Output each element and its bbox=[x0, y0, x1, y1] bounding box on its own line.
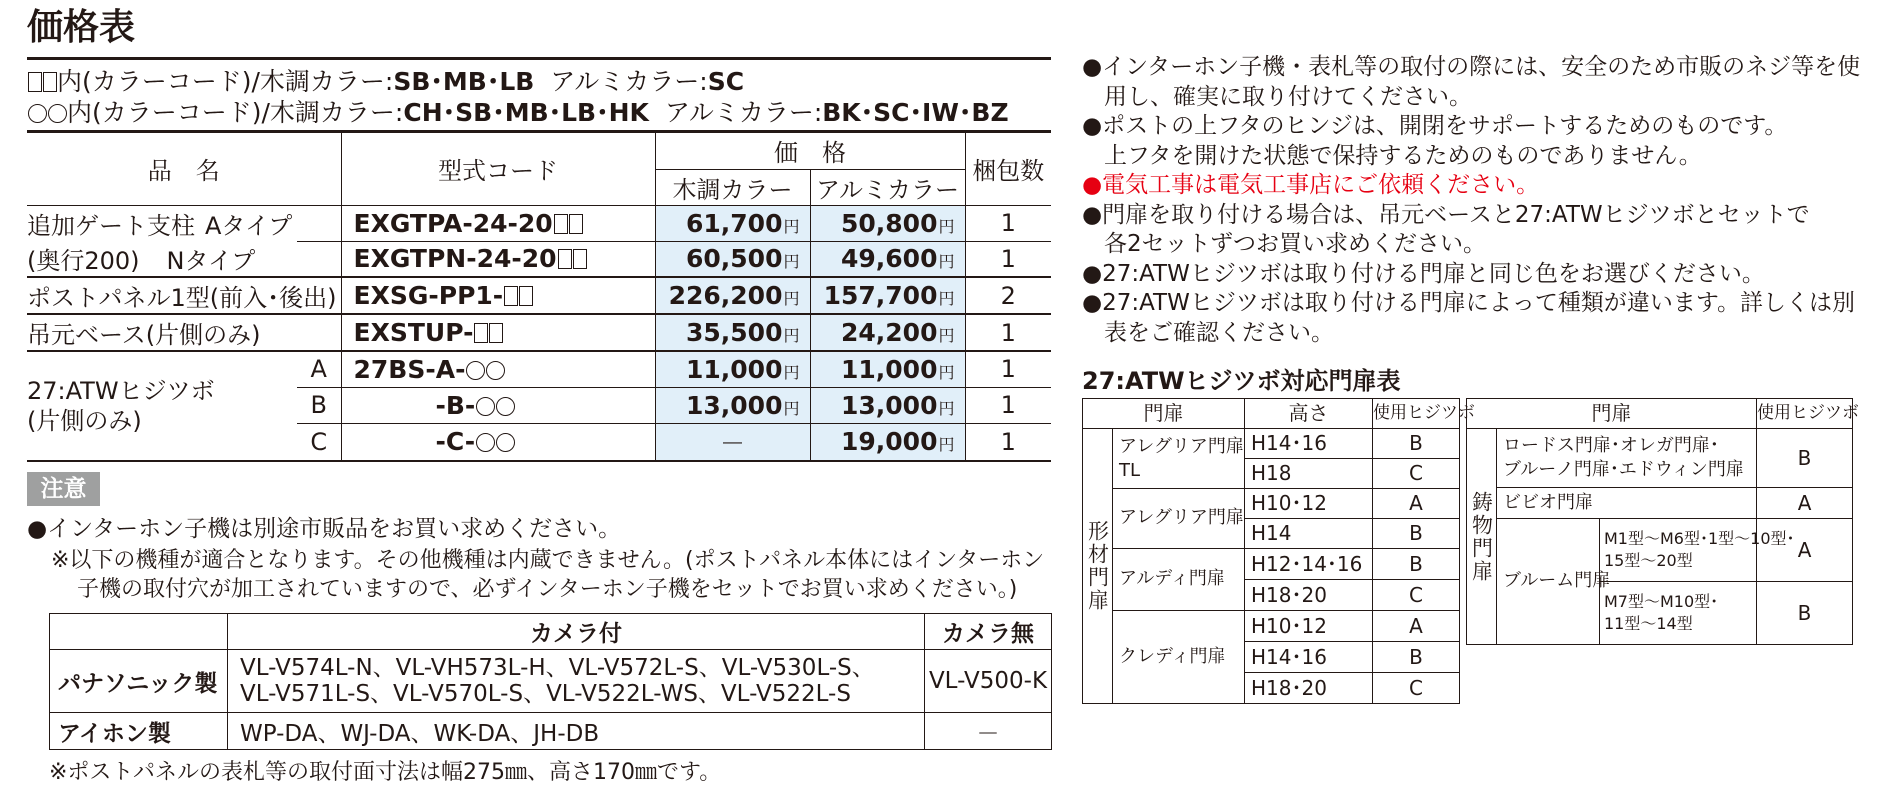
model-range: M7型～M10型･ 11型～14型 bbox=[1600, 582, 1757, 645]
category-label: 形材門扉 bbox=[1083, 429, 1113, 704]
note-line-warning: ●電気工事は電気工事店にご依頼ください。 bbox=[1082, 172, 1540, 198]
hinge-value: B bbox=[1373, 549, 1460, 580]
table-row bbox=[27, 314, 1051, 351]
header-with-camera: カメラ付 bbox=[228, 614, 925, 650]
product-name: 追加ゲート支柱 Aタイプ bbox=[27, 211, 293, 240]
table-row bbox=[1083, 489, 1460, 519]
models-without-camera: － bbox=[925, 713, 1052, 750]
product-name: ポストパネル1型(前入･後出) bbox=[27, 277, 341, 314]
square-mark-icon bbox=[28, 72, 42, 92]
qty: 1 bbox=[965, 387, 1051, 423]
height-value: H18 bbox=[1245, 459, 1373, 489]
door-name: ロードス門扉･オレガ門扉･ ブルーノ門扉･エドウィン門扉 bbox=[1497, 429, 1757, 488]
table-row bbox=[1467, 519, 1853, 582]
header-without-camera: カメラ無 bbox=[925, 614, 1052, 650]
door-name: アレグリア門扉 bbox=[1113, 489, 1245, 549]
hinge-value: A bbox=[1757, 488, 1853, 519]
note-line: 表をご確認ください。 bbox=[1104, 319, 1334, 346]
table-row bbox=[27, 277, 1051, 314]
hinge-table-cast bbox=[1466, 398, 1860, 645]
price-alu: 19,000円 bbox=[810, 423, 965, 461]
header-price: 価 格 bbox=[655, 132, 965, 169]
height-value: H14･16 bbox=[1245, 642, 1373, 673]
price-wood: 61,700円 bbox=[655, 205, 810, 241]
qty: 1 bbox=[965, 351, 1051, 387]
caution-line-2: ※以下の機種が適合となります。その他機種は内蔵できません。(ポストパネル本体にはインターホン bbox=[51, 548, 1045, 573]
header-hinge: 使用ヒジツボ bbox=[1373, 399, 1460, 429]
hinge-value: A bbox=[1757, 519, 1853, 582]
intercom-table bbox=[49, 613, 1052, 750]
product-code: EXGTPA-24-20 bbox=[341, 205, 655, 241]
caution-line-3: 子機の取付穴が加工されていますので、必ずインターホン子機をセットでお買い求めください。) bbox=[77, 577, 1018, 602]
hinge-value: C bbox=[1373, 459, 1460, 489]
hinge-value: A bbox=[1373, 489, 1460, 519]
hinge-value: B bbox=[1757, 582, 1853, 645]
variant-label: A bbox=[297, 351, 341, 387]
hinge-value: B bbox=[1373, 642, 1460, 673]
table-row bbox=[1467, 488, 1853, 519]
note-line: ●門扉を取り付ける場合は、吊元ベースと27:ATWヒジツボとセットで bbox=[1082, 201, 1810, 228]
price-wood: － bbox=[655, 423, 810, 461]
price-table bbox=[27, 132, 1051, 462]
height-value: H12･14･16 bbox=[1245, 549, 1373, 580]
product-code: 27BS-A- bbox=[341, 351, 655, 387]
price-alu: 50,800円 bbox=[810, 205, 965, 241]
height-value: H14 bbox=[1245, 519, 1373, 549]
hinge-value: C bbox=[1373, 580, 1460, 611]
price-alu: 11,000円 bbox=[810, 351, 965, 387]
qty: 1 bbox=[965, 314, 1051, 351]
price-alu: 49,600円 bbox=[810, 241, 965, 277]
models-with-camera: VL-V574L-N、VL-VH573L-H、VL-V572L-S、VL-V530L-S、 VL-V571L-S、VL-V570L-S、VL-V522L-WS、VL-V522L-S bbox=[228, 650, 925, 713]
note-line: 上フタを開けた状態で保持するためのものでありません。 bbox=[1104, 142, 1702, 169]
qty: 1 bbox=[965, 423, 1051, 461]
product-name: 吊元ベース(片側のみ) bbox=[27, 314, 341, 351]
product-code: -B- bbox=[341, 387, 655, 423]
hinge-value: A bbox=[1373, 611, 1460, 642]
qty: 1 bbox=[965, 241, 1051, 277]
hinge-table-shape bbox=[1082, 398, 1475, 704]
wood-color-codes: SB･MB･LB bbox=[393, 67, 535, 96]
header-alu: アルミカラー bbox=[810, 169, 965, 205]
table-row bbox=[27, 241, 1051, 277]
table-row bbox=[50, 713, 1052, 750]
footnote: ※ポストパネルの表札等の取付面寸法は幅275㎜、高さ170㎜です。 bbox=[49, 760, 722, 785]
door-name: ブルーム門扉 bbox=[1497, 519, 1600, 645]
door-name: アレグリア門扉 TL bbox=[1113, 429, 1245, 489]
circle-mark-icon bbox=[48, 104, 67, 123]
models-with-camera: WP-DA、WJ-DA、WK-DA、JH-DB bbox=[228, 713, 925, 750]
wood-color-codes: CH･SB･MB･LB･HK bbox=[403, 98, 649, 127]
note-line: ●27:ATWヒジツボは取り付ける門扉と同じ色をお選びください。 bbox=[1082, 260, 1765, 287]
table-row bbox=[1083, 611, 1460, 642]
header-height: 高さ bbox=[1245, 399, 1373, 429]
hinge-value: B bbox=[1373, 519, 1460, 549]
page-title: 価格表 bbox=[27, 7, 136, 48]
price-wood: 226,200円 bbox=[655, 277, 810, 314]
door-name: ビビオ門扉 bbox=[1497, 488, 1757, 519]
header-hinge: 使用ヒジツボ bbox=[1757, 399, 1853, 429]
color-code-line-2: 内(カラーコード)/木調カラー:CH･SB･MB･LB･HK アルミカラー:BK･SC･IW･BZ bbox=[27, 97, 1009, 129]
note-line: 用し、確実に取り付けてください。 bbox=[1104, 83, 1472, 110]
price-wood: 11,000円 bbox=[655, 351, 810, 387]
category-label: 鋳物門扉 bbox=[1467, 429, 1497, 645]
note-line: ●ポストの上フタのヒンジは、開閉をサポートするためのものです。 bbox=[1082, 113, 1788, 139]
note-line: ●インターホン子機・表札等の取付の際には、安全のため市販のネジ等を使 bbox=[1082, 54, 1861, 80]
model-range: M1型～M6型･1型～10型･ 15型～20型 bbox=[1600, 519, 1757, 582]
header-code: 型式コード bbox=[341, 132, 655, 205]
door-name: アルディ門扉 bbox=[1113, 549, 1245, 611]
qty: 2 bbox=[965, 277, 1051, 314]
hinge-section-title: 27:ATWヒジツボ対応門扉表 bbox=[1082, 367, 1401, 395]
title-rule bbox=[27, 57, 1051, 60]
header-door: 門扉 bbox=[1467, 399, 1757, 429]
variant-label: C bbox=[297, 423, 341, 461]
maker: パナソニック製 bbox=[50, 650, 228, 713]
models-without-camera: VL-V500-K bbox=[925, 650, 1052, 713]
product-code: EXSG-PP1- bbox=[341, 277, 655, 314]
height-value: H10･12 bbox=[1245, 611, 1373, 642]
price-wood: 60,500円 bbox=[655, 241, 810, 277]
caution-line-1: ●インターホン子機は別途市販品をお買い求めください。 bbox=[27, 516, 622, 542]
maker: アイホン製 bbox=[50, 713, 228, 750]
product-name: (奥行200) Nタイプ bbox=[27, 241, 297, 277]
note-line: ●27:ATWヒジツボは取り付ける門扉によって種類が違います。詳しくは別 bbox=[1082, 290, 1855, 316]
price-alu: 24,200円 bbox=[810, 314, 965, 351]
table-row bbox=[1467, 429, 1853, 488]
note-line: 各2セットずつお買い求めください。 bbox=[1104, 231, 1486, 257]
qty: 1 bbox=[965, 205, 1051, 241]
circle-mark-icon bbox=[28, 104, 47, 123]
alu-color-codes: SC bbox=[707, 67, 745, 96]
caution-label: 注意 bbox=[27, 472, 100, 506]
height-value: H18･20 bbox=[1245, 673, 1373, 704]
header-wood: 木調カラー bbox=[655, 169, 810, 205]
price-alu: 13,000円 bbox=[810, 387, 965, 423]
price-alu: 157,700円 bbox=[810, 277, 965, 314]
square-mark-icon bbox=[43, 72, 57, 92]
header-door: 門扉 bbox=[1083, 399, 1245, 429]
price-wood: 13,000円 bbox=[655, 387, 810, 423]
hinge-value: C bbox=[1373, 673, 1460, 704]
door-name: クレディ門扉 bbox=[1113, 611, 1245, 704]
product-code: EXSTUP- bbox=[341, 314, 655, 351]
variant-label: B bbox=[297, 387, 341, 423]
hinge-value: B bbox=[1757, 429, 1853, 488]
right-notes bbox=[1082, 53, 1872, 348]
header-qty: 梱包数 bbox=[965, 132, 1051, 205]
product-code: -C- bbox=[341, 423, 655, 461]
product-name: 27:ATWヒジツボ (片側のみ) bbox=[27, 351, 297, 461]
height-value: H18･20 bbox=[1245, 580, 1373, 611]
color-code-line-1: 内(カラーコード)/木調カラー:SB･MB･LB アルミカラー:SC bbox=[27, 66, 744, 98]
table-row bbox=[1083, 429, 1460, 459]
height-value: H14･16 bbox=[1245, 429, 1373, 459]
height-value: H10･12 bbox=[1245, 489, 1373, 519]
table-row bbox=[27, 351, 1051, 387]
product-code: EXGTPN-24-20 bbox=[341, 241, 655, 277]
alu-color-codes: BK･SC･IW･BZ bbox=[822, 98, 1009, 127]
table-row bbox=[1083, 549, 1460, 580]
header-name: 品 名 bbox=[27, 132, 341, 205]
table-row bbox=[50, 650, 1052, 713]
price-wood: 35,500円 bbox=[655, 314, 810, 351]
hinge-value: B bbox=[1373, 429, 1460, 459]
table-row bbox=[27, 205, 1051, 241]
